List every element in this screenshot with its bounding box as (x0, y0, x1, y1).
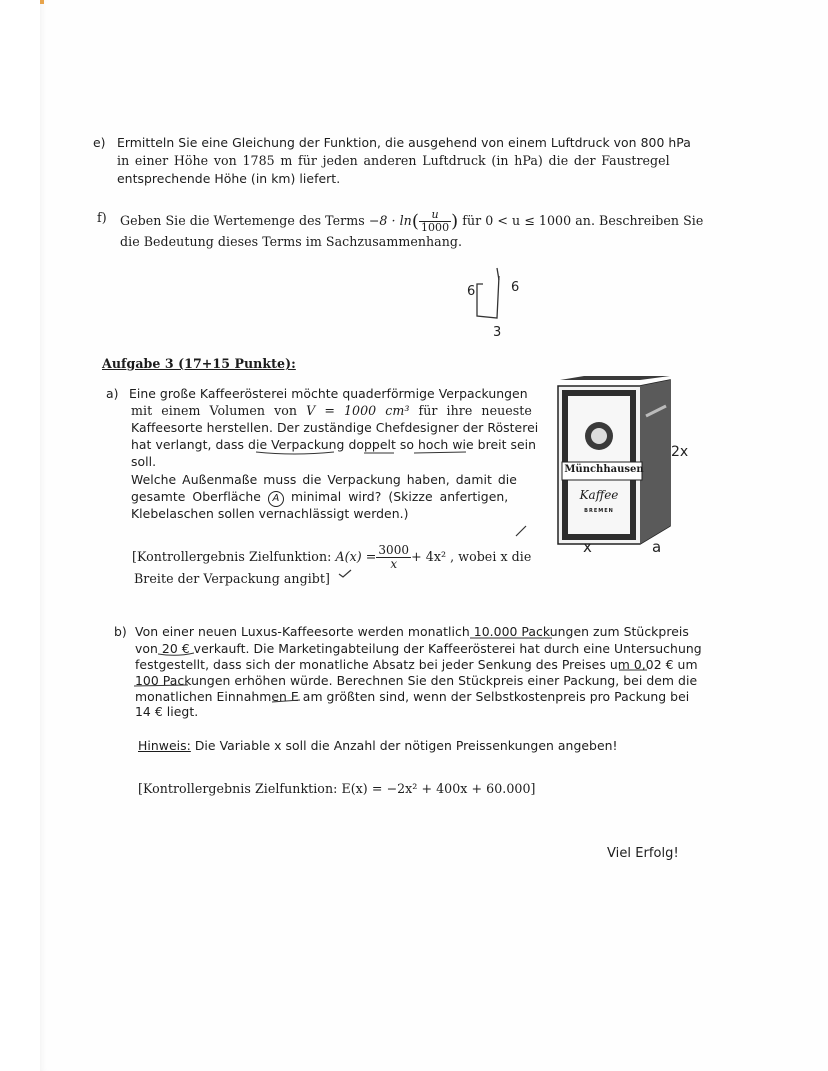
b-underline-2 (158, 653, 194, 655)
b-control: [Kontrollergebnis Zielfunktion: E(x) = −2x² + 400x + 60.000] (138, 781, 536, 796)
f-suffix: für 0 < u ≤ 1000 an. Beschreiben Sie (462, 213, 704, 228)
tin-brand-text: Münchhausen (564, 464, 644, 475)
tin-emblem-inner (591, 428, 607, 444)
closing-text: Viel Erfolg! (607, 846, 679, 861)
tin-lid (560, 376, 670, 380)
hand-label-x: x (583, 538, 592, 556)
b-underline-4 (134, 685, 188, 686)
b-line-4: 100 Packungen erhöhen würde. Berechnen Sie den Stückpreis einer Packung, bei dem die (135, 673, 698, 688)
a-control (132, 544, 531, 571)
hand-label-2x: 2x (671, 444, 689, 460)
scan-corner-mark (40, 0, 44, 4)
b-underline-5 (272, 700, 300, 702)
a-line-2 (131, 402, 532, 420)
b-label: b) (114, 624, 127, 639)
f-label: f) (97, 210, 107, 225)
tin-sub-text: Kaffee (579, 488, 619, 502)
b-line-1: Von einer neuen Luxus-Kaffeesorte werden monatlich 10.000 Packungen zum Stückpreis (135, 624, 689, 639)
handwritten-underline-marks (254, 448, 514, 460)
check-mark-icon-2 (514, 524, 528, 540)
a-control-rest: + 4x² , wobei x die (411, 549, 532, 564)
a-line-2a: mit einem Volumen von (131, 403, 298, 418)
check-mark-stroke-1 (339, 570, 351, 577)
sketch-box-line (477, 276, 499, 318)
sketch-bottom-label: 3 (493, 325, 502, 340)
coffee-tin-image (548, 376, 680, 552)
a-control-line-2: Breite der Verpackung angibt] (134, 571, 330, 586)
f-line-2: die Bedeutung dieses Terms im Sachzusammenhang. (120, 234, 463, 249)
b-hint (138, 737, 618, 755)
tin-small-text: BREMEN (584, 508, 614, 514)
b-line-2: von 20 € verkauft. Die Marketingabteilung der Kaffeerösterei hat durch eine Untersuchung (135, 641, 702, 656)
aufgabe3-heading: Aufgabe 3 (17+15 Punkte): (102, 356, 296, 371)
b-line-6: 14 € liegt. (135, 704, 199, 719)
e-line-3: entsprechende Höhe (in km) liefert. (117, 171, 341, 186)
underline-stroke-1 (256, 452, 334, 454)
b-hint-label: Hinweis: (138, 738, 191, 753)
circled-a-mark: A (268, 491, 284, 507)
sketch-left-label: 6 (467, 284, 476, 299)
a-line-5: soll. (131, 454, 157, 469)
a-label: a) (106, 386, 119, 401)
f-term-coeff: −8 · ln (368, 213, 412, 228)
underline-stroke-3 (414, 452, 466, 453)
b-line-5: monatlichen Einnahmen E am größten sind, wenn der Selbstkostenpreis pro Packung bei (135, 689, 690, 704)
a-line-8: Klebelaschen sollen vernachlässigt werden.) (131, 506, 409, 521)
e-line-2: in einer Höhe von 1785 m für jeden anderen Luftdruck (in hPa) die der Faustregel (117, 153, 670, 168)
e-line-1: Ermitteln Sie eine Gleichung der Funktion, die ausgehend von einem Luftdruck von 800 hPa (117, 135, 691, 150)
b-hint-text: Die Variable x soll die Anzahl der nötigen Preissenkungen angeben! (194, 738, 618, 753)
f-prefix: Geben Sie die Wertemenge des Terms (120, 213, 365, 228)
f-frac-num: u (419, 209, 451, 222)
tin-side (640, 380, 670, 544)
a-control-prefix: [Kontrollergebnis Zielfunktion: (132, 549, 332, 564)
sketch-right-label: 6 (511, 280, 520, 295)
a-line-2-math: V = 1000 cm³ (306, 403, 410, 418)
f-frac-den: 1000 (420, 221, 450, 234)
f-line-1: Geben Sie die Wertemenge des Terms −8 · ln( $\frac{u}{1000}$ ) für 0 < u ≤ 1000 an. Beschreiben Sie (120, 208, 704, 234)
a-line-7a: gesamte Oberfläche (131, 489, 261, 504)
a-line-2b: für ihre neueste (418, 403, 532, 418)
hand-label-a: a (652, 538, 662, 556)
a-line-6: Welche Außenmaße muss die Verpackung haben, damit die (131, 472, 517, 487)
a-control-den: x (390, 557, 398, 571)
a-line-1: Eine große Kaffeerösterei möchte quaderförmige Verpackungen (129, 386, 528, 401)
b-handwritten-underlines (132, 636, 692, 706)
a-control-func: A(x) = (335, 549, 377, 564)
b-line-3: festgestellt, dass sich der monatliche Absatz bei jeder Senkung des Preises um 0,02 € um (135, 657, 698, 672)
check-mark-stroke-2 (516, 526, 526, 536)
a-line-4: hat verlangt, dass die Verpackung doppelt so hoch wie breit sein (131, 437, 537, 452)
e-label: e) (93, 135, 106, 150)
a-line-3: Kaffeesorte herstellen. Der zuständige Chefdesigner der Rösterei (131, 420, 539, 435)
a-line-7b: minimal wird? (Skizze anfertigen, (290, 489, 509, 504)
a-control-num: 3000 (378, 543, 410, 557)
sketch-tick (497, 268, 499, 280)
check-mark-icon (338, 568, 352, 578)
